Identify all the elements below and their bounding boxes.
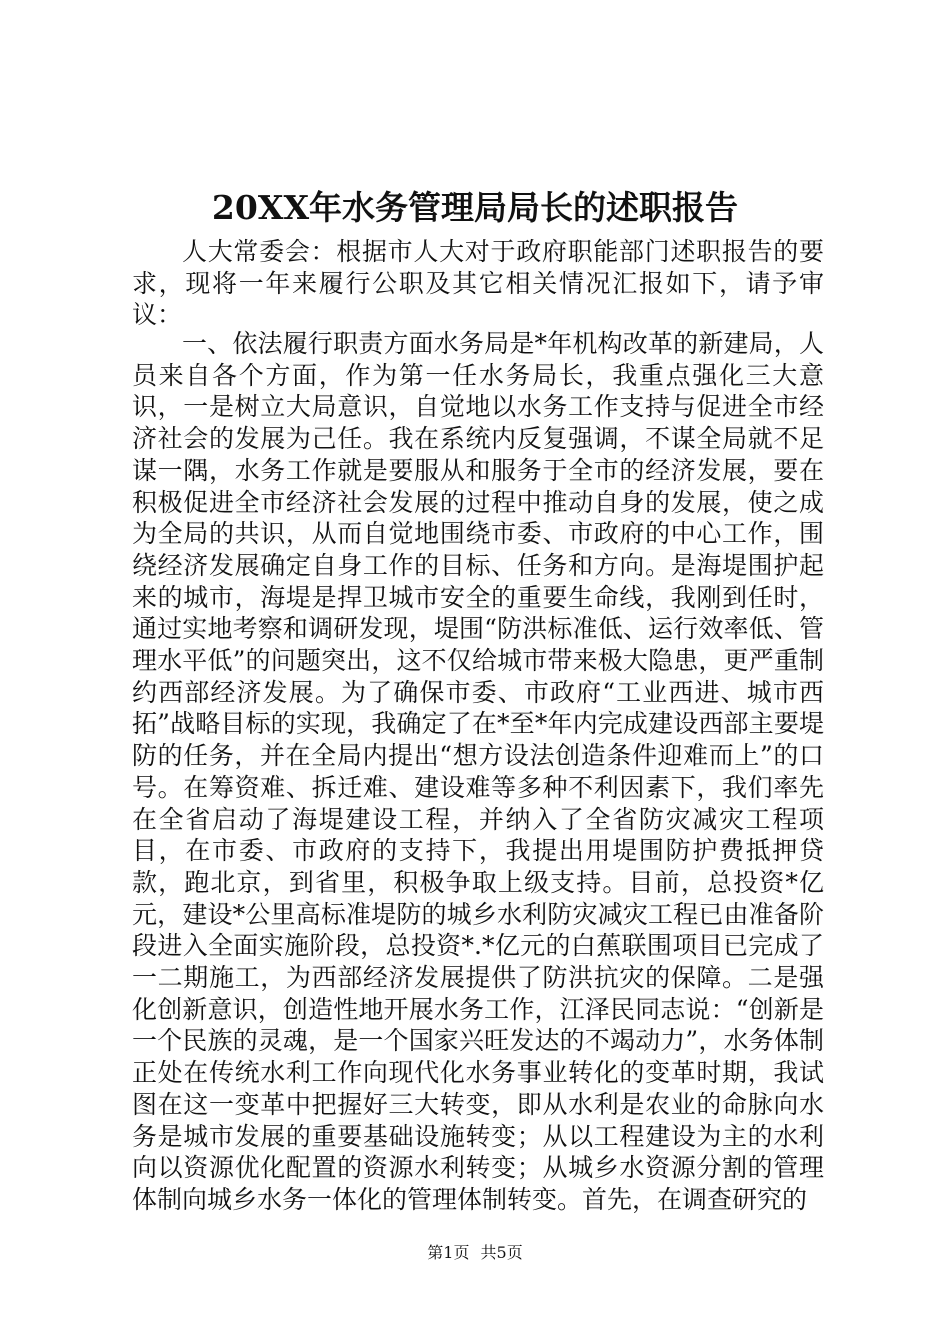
page-number-current: 第1页 (427, 1243, 470, 1262)
page-footer (0, 1242, 950, 1264)
page-number-total: 共5页 (480, 1243, 523, 1262)
intro-paragraph: 人大常委会：根据市人大对于政府职能部门述职报告的要求，现将一年来履行公职及其它相关情况汇报如下，请予审议： (132, 237, 824, 330)
document-title: 20XX年水务管理局局长的述职报告 (211, 188, 739, 227)
section-1-paragraph: 一、依法履行职责方面水务局是*年机构改革的新建局，人员来自各个方面，作为第一任水务局长，我重点强化三大意识，一是树立大局意识，自觉地以水务工作支持与促进全市经济社会的发展为己任。我在系统内反复强调，不谋全局就不足谋一隅，水务工作就是要服从和服务于全市的经济发展，要在积极促进全市经济社会发展的过程中推动自身的发展，使之成为全局的共识，从而自觉地围绕市委、市政府的中心工作，围绕经济发展确定自身工作的目标、任务和方向。是海堤围护起来的城市，海堤是捍卫城市安全的重要生命线，我刚到任时，通过实地考察和调研发现，堤围“防洪标准低、运行效率低、管理水平低”的问题突出，这不仅给城市带来极大隐患，更严重制约西部经济发展。为了确保市委、市政府“工业西进、城市西拓”战略目标的实现，我确定了在*至*年内完成建设西部主要堤防的任务，并在全局内提出“想方设法创造条件迎难而上”的口号。在筹资难、拆迁难、建设难等多种不利因素下，我们率先在全省启动了海堤建设工程，并纳入了全省防灾减灾工程项目，在市委、市政府的支持下，我提出用堤围防护费抵押贷款，跑北京，到省里，积极争取上级支持。目前，总投资*亿元，建设*公里高标准堤防的城乡水利防灾减灾工程已由准备阶段进入全面实施阶段，总投资*.*亿元的白蕉联围项目已完成了一二期施工，为西部经济发展提供了防洪抗灾的保障。二是强化创新意识，创造性地开展水务工作，江泽民同志说：“创新是一个民族的灵魂，是一个国家兴旺发达的不竭动力”，水务体制正处在传统水利工作向现代化水务事业转化的变革时期，我试图在这一变革中把握好三大转变，即从水利是农业的命脉向水务是城市发展的重要基础设施转变；从以工程建设为主的水利向以资源优化配置的资源水利转变；从城乡水资源分割的管理体制向城乡水务一体化的管理体制转变。首先，在调查研究的 (132, 329, 824, 1214)
